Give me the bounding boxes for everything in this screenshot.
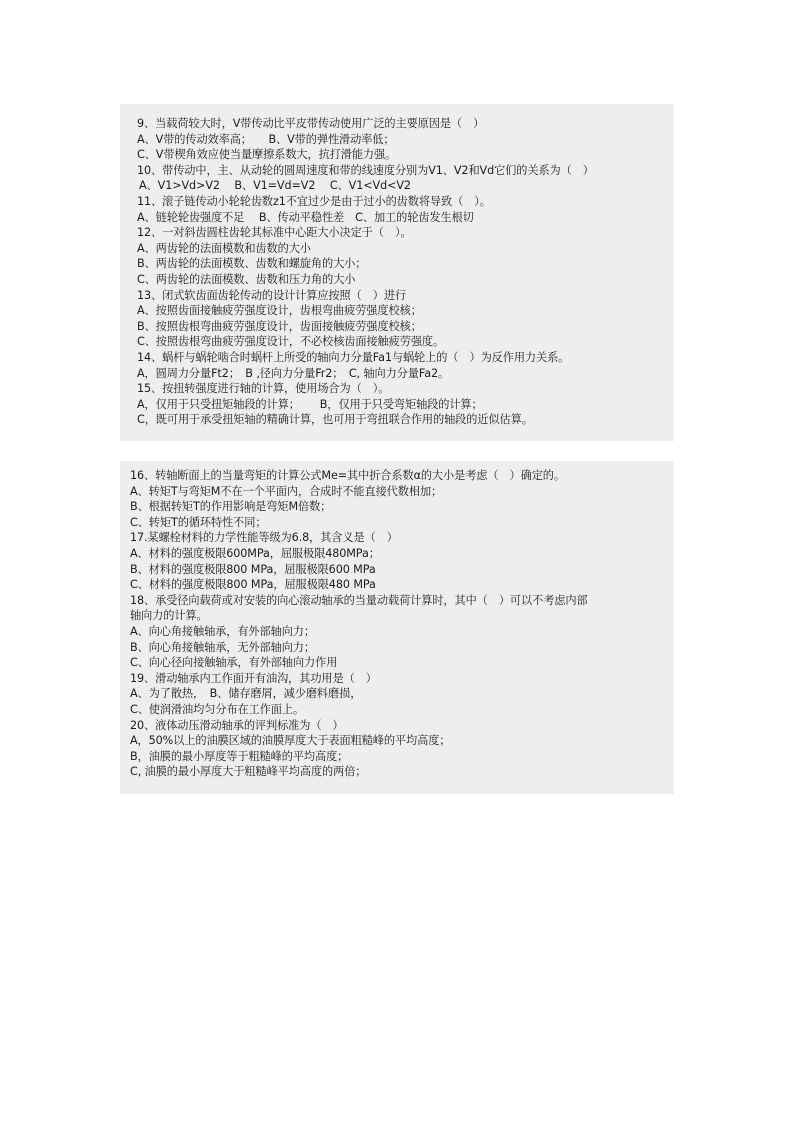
question-18-stem-continued: 轴向力的计算。 — [130, 609, 208, 623]
question-12-option-c: C、两齿轮的法面模数、齿数和压力角的大小 — [137, 272, 356, 286]
question-16-option-a: A、转矩T与弯矩M不在一个平面内，合成时不能直接代数相加； — [130, 484, 443, 498]
question-9-options-ab: A、V带的传动效率高； B、V带的弹性滑动率低； — [137, 132, 395, 146]
question-15-option-c: C，既可用于承受扭矩轴的精确计算，也可用于弯扭联合作用的轴段的近似估算。 — [137, 413, 533, 427]
question-20-option-a: A，50%以上的油膜区域的油膜厚度大于表面粗糙峰的平均高度； — [130, 734, 451, 748]
question-17-option-b: B、材料的强度极限800 MPa，屈服极限600 MPa — [130, 562, 376, 576]
question-panel-2 — [120, 461, 674, 794]
question-19-stem: 19、滑动轴承内工作面开有油沟，其功用是（ ） — [130, 671, 377, 685]
question-20-stem: 20、液体动压滑动轴承的评判标准为（ ） — [130, 718, 344, 732]
question-18-option-c: C、向心径向接触轴承，有外部轴向力作用 — [130, 656, 338, 670]
question-17-stem: 17.某螺栓材料的力学性能等级为6.8，其含义是（ ） — [130, 531, 398, 545]
question-10-stem: 10、带传动中，主、从动轮的圆周速度和带的线速度分别为V1、V2和Vd它们的关系为（ ） — [137, 163, 594, 177]
question-11-options: A、链轮轮齿强度不足 B、传动平稳性差 C、加工的轮齿发生根切 — [137, 210, 474, 224]
question-18-stem: 18、承受径向载荷或对安装的向心滚动轴承的当量动载荷计算时，其中（ ）可以不考虑内部 — [130, 593, 588, 607]
question-15-options-ab: A，仅用于只受扭矩轴段的计算； B，仅用于只受弯矩轴段的计算； — [137, 397, 483, 411]
question-11-stem: 11、滚子链传动小轮轮齿数z1不宜过少是由于过小的齿数将导致（ ）。 — [137, 194, 491, 208]
question-14-stem: 14、蜗杆与蜗轮啮合时蜗杆上所受的轴向力分量Fa1与蜗轮上的（ ）为反作用力关系。 — [137, 350, 570, 364]
question-19-options-ab: A、为了散热， B、储存磨屑，减少磨料磨损， — [130, 687, 362, 701]
question-15-stem: 15、按扭转强度进行轴的计算，使用场合为（ ）。 — [137, 382, 390, 396]
question-12-option-a: A、两齿轮的法面模数和齿数的大小 — [137, 241, 311, 255]
question-20-option-b: B，油膜的最小厚度等于粗糙峰的平均高度； — [130, 749, 349, 763]
question-18-option-b: B、向心角接触轴承，无外部轴向力； — [130, 640, 315, 654]
question-9-option-c: C、V带楔角效应使当量摩擦系数大，抗打滑能力强。 — [137, 148, 397, 162]
question-10-options: A、V1>Vd>V2 B、V1=Vd=V2 C、V1<Vd<V2 — [139, 179, 411, 193]
question-17-option-a: A、材料的强度极限600MPa，屈服极限480MPa； — [130, 546, 380, 560]
question-panel-1 — [120, 104, 674, 441]
question-13-option-b: B、按照齿根弯曲疲劳强度设计，齿面接触疲劳强度校核； — [137, 319, 422, 333]
question-19-option-c: C、使润滑油均匀分布在工作面上。 — [130, 702, 305, 716]
question-13-option-a: A、按照齿面接触疲劳强度设计，齿根弯曲疲劳强度校核； — [137, 304, 422, 318]
question-16-option-b: B、根据转矩T的作用影响是弯矩M倍数； — [130, 500, 332, 514]
question-14-options: A，圆周力分量Ft2； B ,径向力分量Fr2； C, 轴向力分量Fa2。 — [137, 366, 450, 380]
question-18-option-a: A、向心角接触轴承，有外部轴向力； — [130, 624, 315, 638]
question-16-option-c: C、转矩T的循环特性不同； — [130, 515, 267, 529]
question-13-option-c: C、按照齿根弯曲疲劳强度设计，不必校核齿面接触疲劳强度。 — [137, 335, 445, 349]
question-20-option-c: C, 油膜的最小厚度大于粗糙峰平均高度的两倍； — [130, 765, 367, 779]
question-16-stem: 16、转轴断面上的当量弯矩的计算公式Me=其中折合系数α的大小是考虑（ ）确定的。 — [130, 469, 565, 482]
question-9-stem: 9、当载荷较大时，V带传动比平皮带传动使用广泛的主要原因是（ ） — [137, 117, 485, 130]
question-12-stem: 12、一对斜齿圆柱齿轮其标准中心距大小决定于（ ）。 — [137, 226, 412, 240]
question-12-option-b: B、两齿轮的法面模数、齿数和螺旋角的大小； — [137, 257, 367, 271]
question-13-stem: 13、闭式软齿面齿轮传动的设计计算应按照（ ）进行 — [137, 288, 407, 302]
question-17-option-c: C、材料的强度极限800 MPa，屈服极限480 MPa — [130, 578, 376, 592]
